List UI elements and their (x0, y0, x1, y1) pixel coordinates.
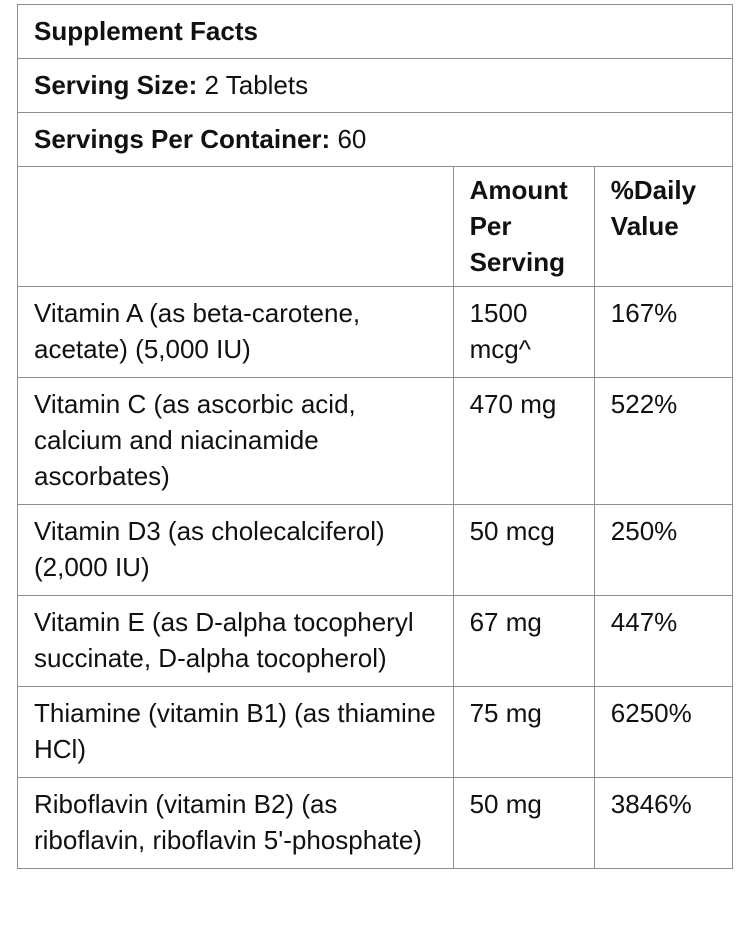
nutrient-amount: 67 mg (454, 596, 595, 687)
table-row (18, 378, 733, 505)
facts-title-text: Supplement Facts (34, 16, 258, 46)
table-row (18, 778, 733, 869)
nutrient-amount: 50 mg (454, 778, 595, 869)
serving-size (18, 59, 733, 113)
nutrient-daily-value: 250% (595, 505, 733, 596)
nutrient-name: Riboflavin (vitamin B2) (as riboflavin, riboflavin 5'-phosphate) (18, 778, 454, 869)
nutrient-name: Thiamine (vitamin B1) (as thiamine HCl) (18, 687, 454, 778)
nutrient-amount: 1500 mcg^ (454, 287, 595, 378)
servings-per-container (18, 113, 733, 167)
serving-size-label: Serving Size: (34, 70, 198, 100)
title-row (18, 5, 733, 59)
supplement-facts-table (17, 4, 733, 869)
serving-size-value: 2 Tablets (204, 70, 309, 100)
servings-per-container-row (18, 113, 733, 167)
daily-value-column-header: %Daily Value (595, 167, 733, 287)
amount-column-header: Amount Per Serving (454, 167, 595, 287)
facts-title (18, 5, 733, 59)
nutrient-daily-value: 3846% (595, 778, 733, 869)
nutrient-daily-value: 522% (595, 378, 733, 505)
nutrient-name: Vitamin E (as D-alpha tocopheryl succinate, D-alpha tocopherol) (18, 596, 454, 687)
nutrient-daily-value: 447% (595, 596, 733, 687)
table-row (18, 596, 733, 687)
nutrient-amount: 50 mcg (454, 505, 595, 596)
servings-per-container-label: Servings Per Container: (34, 124, 331, 154)
serving-size-row (18, 59, 733, 113)
table-row (18, 687, 733, 778)
supplement-facts-panel (17, 4, 733, 869)
nutrient-name: Vitamin C (as ascorbic acid, calcium and niacinamide ascorbates) (18, 378, 454, 505)
nutrient-daily-value: 6250% (595, 687, 733, 778)
nutrient-daily-value: 167% (595, 287, 733, 378)
table-row (18, 287, 733, 378)
column-header-row (18, 167, 733, 287)
nutrient-name: Vitamin A (as beta-carotene, acetate) (5,000 IU) (18, 287, 454, 378)
table-row (18, 505, 733, 596)
nutrient-name: Vitamin D3 (as cholecalciferol) (2,000 IU) (18, 505, 454, 596)
nutrient-amount: 470 mg (454, 378, 595, 505)
nutrient-column-header (18, 167, 454, 287)
servings-per-container-value: 60 (337, 124, 367, 154)
nutrient-amount: 75 mg (454, 687, 595, 778)
